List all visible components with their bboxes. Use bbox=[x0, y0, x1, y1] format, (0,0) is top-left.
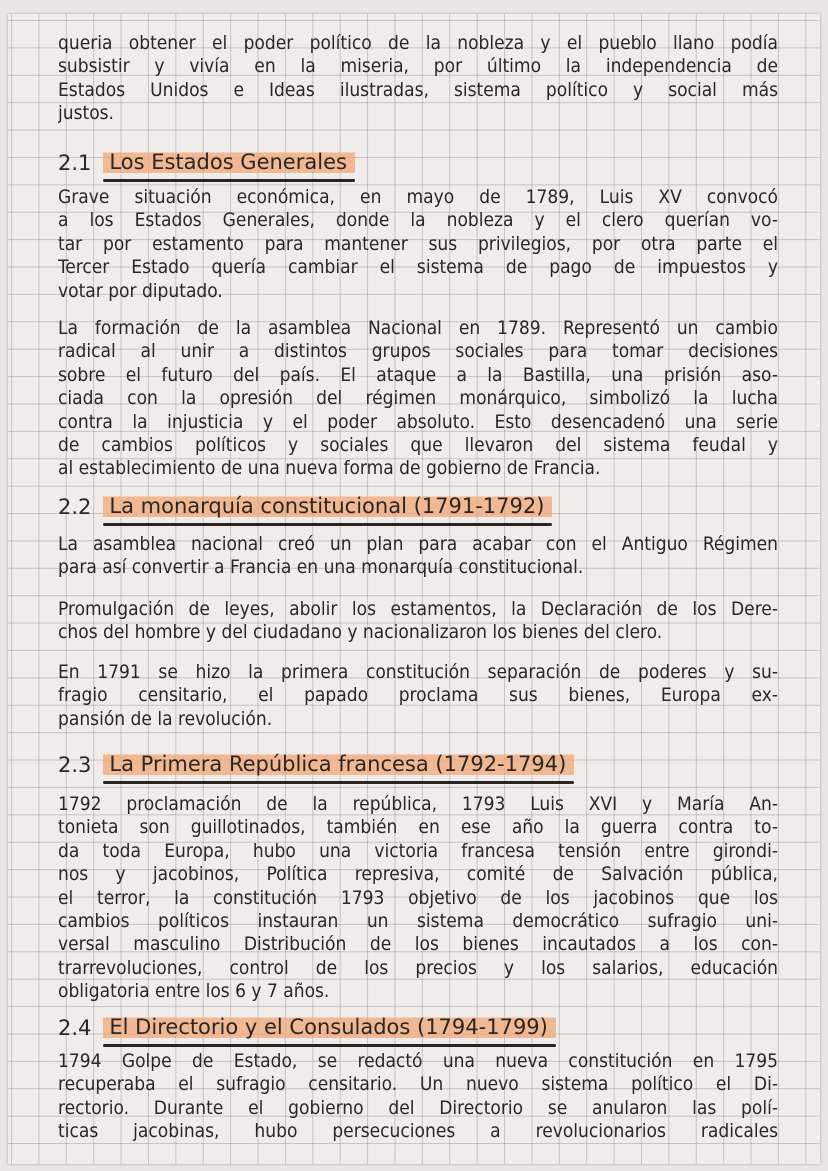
text-line: votar por diputado. bbox=[58, 279, 223, 302]
text-line: tonieta son guillotinados, también en ese año la guerra contra to- bbox=[58, 816, 778, 839]
paragraph bbox=[58, 661, 778, 731]
section-title-highlighted: La Primera República francesa (1792-1794) bbox=[103, 752, 574, 778]
text-line: ciada con la opresión del régimen monárquico, simbolizó la lucha bbox=[58, 387, 778, 410]
section-number: 2.2 bbox=[58, 495, 92, 519]
paragraph bbox=[58, 598, 778, 645]
text-line: a los Estados Generales, donde la nobleza y el clero querían vo- bbox=[58, 209, 778, 232]
text-line: pansión de la revolución. bbox=[58, 707, 273, 730]
section-heading bbox=[58, 752, 574, 778]
text-line: justos. bbox=[58, 102, 114, 125]
section-title-highlighted: El Directorio y el Consulados (1794-1799) bbox=[103, 1015, 555, 1041]
paragraph bbox=[58, 533, 778, 580]
text-line: fragio censitario, el papado proclama sus bienes, Europa ex- bbox=[58, 684, 778, 707]
text-line: el terror, la constitución 1793 objetivo de los jacobinos que los bbox=[58, 886, 778, 909]
text-line: 1792 proclamación de la república, 1793 Luis XVI y María An- bbox=[58, 793, 778, 815]
text-line: La asamblea nacional creó un plan para acabar con el Antiguo Régimen bbox=[58, 533, 778, 555]
text-line: La formación de la asamblea Nacional en 1789. Representó un cambio bbox=[58, 317, 778, 339]
text-line: nos y jacobinos, Política represiva, comité de Salvación pública, bbox=[58, 863, 778, 886]
text-line: subsistir y vivía en la miseria, por último la independencia de bbox=[58, 55, 778, 78]
section-heading bbox=[58, 494, 552, 520]
text-line: En 1791 se hizo la primera constitución separación de poderes y su- bbox=[58, 661, 778, 683]
text-line: Promulgación de leyes, abolir los estamentos, la Declaración de los Dere- bbox=[58, 598, 778, 620]
text-line: chos del hombre y del ciudadano y nacionalizaron los bienes del clero. bbox=[58, 621, 663, 644]
section-heading bbox=[58, 150, 355, 176]
text-line: contra la injusticia y el poder absoluto. Esto desencadenó una serie bbox=[58, 410, 778, 433]
text-line: obligatoria entre los 6 y 7 años. bbox=[58, 980, 330, 1003]
text-line: para así convertir a Francia en una monarquía constitucional. bbox=[58, 556, 584, 579]
section-heading bbox=[58, 1015, 556, 1041]
text-line: Tercer Estado quería cambiar el sistema de pago de impuestos y bbox=[58, 256, 778, 279]
paragraph bbox=[58, 793, 778, 1004]
text-line: al establecimiento de una nueva forma de gobierno de Francia. bbox=[58, 457, 601, 480]
text-line: cambios políticos instauran un sistema democrático sufragio uni- bbox=[58, 909, 778, 932]
text-line: da toda Europa, hubo una victoria francesa tensión entre girondi- bbox=[58, 839, 778, 862]
text-line: Grave situación económica, en mayo de 1789, Luis XV convocó bbox=[58, 186, 778, 208]
text-line: sobre el futuro del país. El ataque a la Bastilla, una prisión aso- bbox=[58, 363, 778, 386]
text-line: de cambios políticos y sociales que llevaron del sistema feudal y bbox=[58, 433, 778, 456]
paragraph bbox=[58, 1050, 778, 1144]
notebook-page bbox=[8, 14, 820, 1164]
paragraph bbox=[58, 317, 778, 481]
text-line: tar por estamento para mantener sus privilegios, por otra parte el bbox=[58, 232, 778, 255]
text-line: Estados Unidos e Ideas ilustradas, sistema político y social más bbox=[58, 78, 778, 101]
text-line: recuperaba el sufragio censitario. Un nuevo sistema político el Di- bbox=[58, 1073, 778, 1096]
section-number: 2.3 bbox=[58, 753, 92, 777]
text-line: trarrevoluciones, control de los precios y los salarios, educación bbox=[58, 956, 778, 979]
section-title-highlighted: La monarquía constitucional (1791-1792) bbox=[103, 494, 552, 520]
text-line: radical al unir a distintos grupos sociales para tomar decisiones bbox=[58, 340, 778, 363]
text-line: ticas jacobinas, hubo persecuciones a revolucionarios radicales bbox=[58, 1120, 778, 1143]
text-line: 1794 Golpe de Estado, se redactó una nueva constitución en 1795 bbox=[58, 1050, 778, 1072]
text-line: queria obtener el poder político de la nobleza y el pueblo llano podía bbox=[58, 32, 778, 54]
section-number: 2.1 bbox=[58, 151, 92, 175]
section-title-highlighted: Los Estados Generales bbox=[103, 150, 355, 176]
text-line: rectorio. Durante el gobierno del Directorio se anularon las polí- bbox=[58, 1096, 778, 1119]
text-line: versal masculino Distribución de los bienes incautados a los con- bbox=[58, 933, 778, 956]
section-number: 2.4 bbox=[58, 1016, 92, 1040]
intro-paragraph bbox=[58, 32, 778, 126]
paragraph bbox=[58, 186, 778, 303]
